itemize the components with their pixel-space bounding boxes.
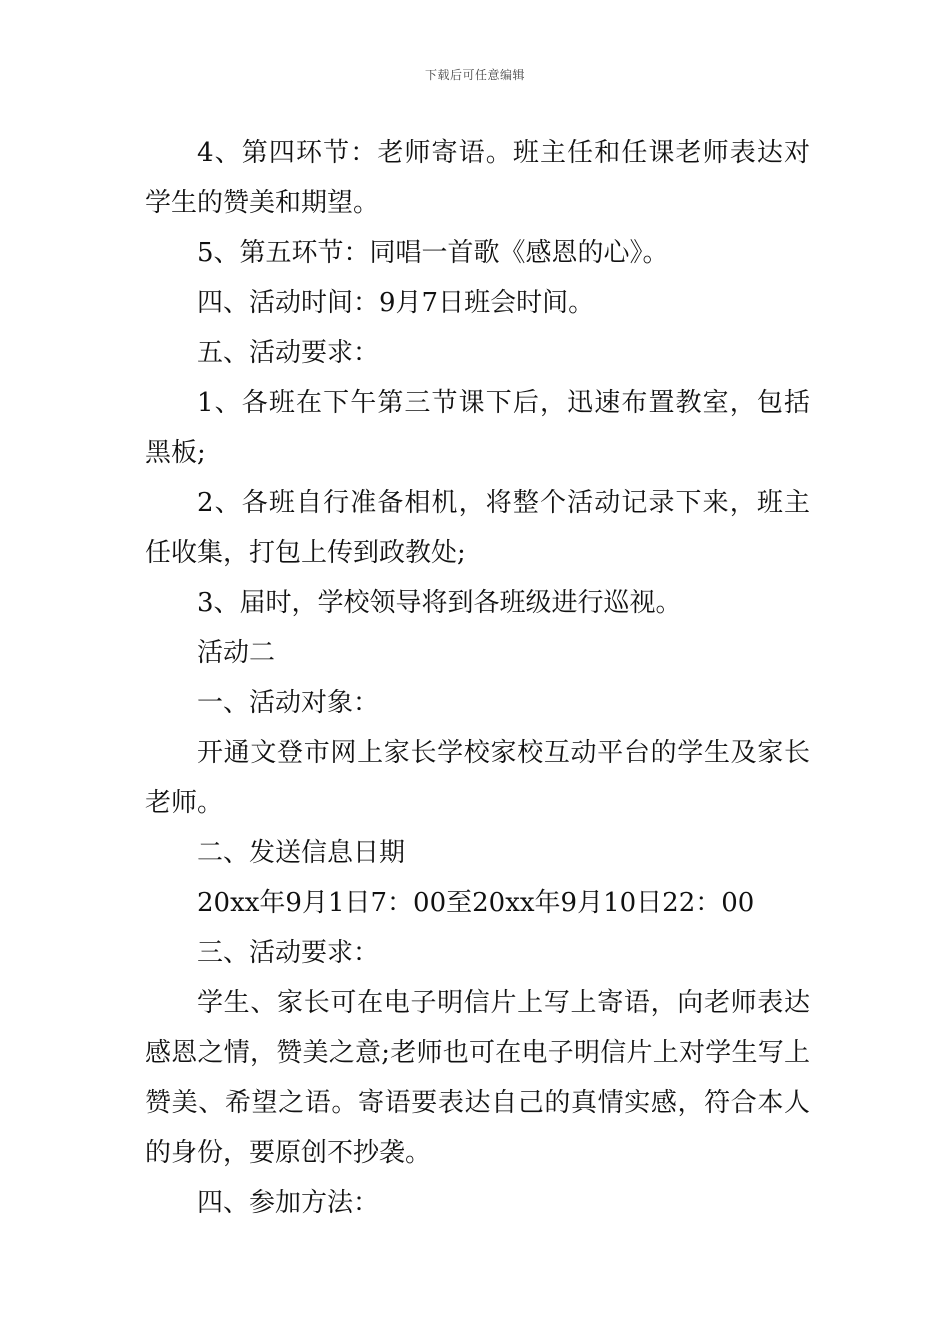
paragraph: 开通文登市网上家长学校家校互动平台的学生及家长老师。 bbox=[145, 738, 810, 818]
paragraph: 3、届时，学校领导将到各班级进行巡视。 bbox=[197, 588, 682, 618]
paragraph: 五、活动要求： bbox=[197, 338, 380, 368]
paragraph: 三、活动要求： bbox=[197, 938, 380, 968]
paragraph: 4、第四环节：老师寄语。班主任和任课老师表达对学生的赞美和期望。 bbox=[145, 138, 810, 218]
paragraph: 一、活动对象： bbox=[197, 688, 380, 718]
paragraph: 2、各班自行准备相机，将整个活动记录下来，班主任收集，打包上传到政教处; bbox=[145, 488, 810, 568]
paragraph: 20xx年9月1日7：00至20xx年9月10日22：00 bbox=[197, 888, 755, 918]
section-title: 活动二 bbox=[197, 638, 276, 668]
document-body bbox=[145, 128, 810, 1228]
paragraph: 二、发送信息日期 bbox=[197, 838, 406, 868]
paragraph: 学生、家长可在电子明信片上写上寄语，向老师表达感恩之情，赞美之意;老师也可在电子明信片上对学生写上赞美、希望之语。寄语要表达自己的真情实感，符合本人的身份，要原创不抄袭。 bbox=[145, 988, 810, 1168]
paragraph: 四、活动时间：9月7日班会时间。 bbox=[197, 288, 595, 318]
paragraph: 5、第五环节：同唱一首歌《感恩的心》。 bbox=[197, 238, 669, 268]
paragraph: 1、各班在下午第三节课下后，迅速布置教室，包括黑板; bbox=[145, 388, 810, 468]
paragraph: 四、参加方法： bbox=[197, 1188, 380, 1218]
page-header: 下载后可任意编辑 bbox=[424, 68, 525, 82]
